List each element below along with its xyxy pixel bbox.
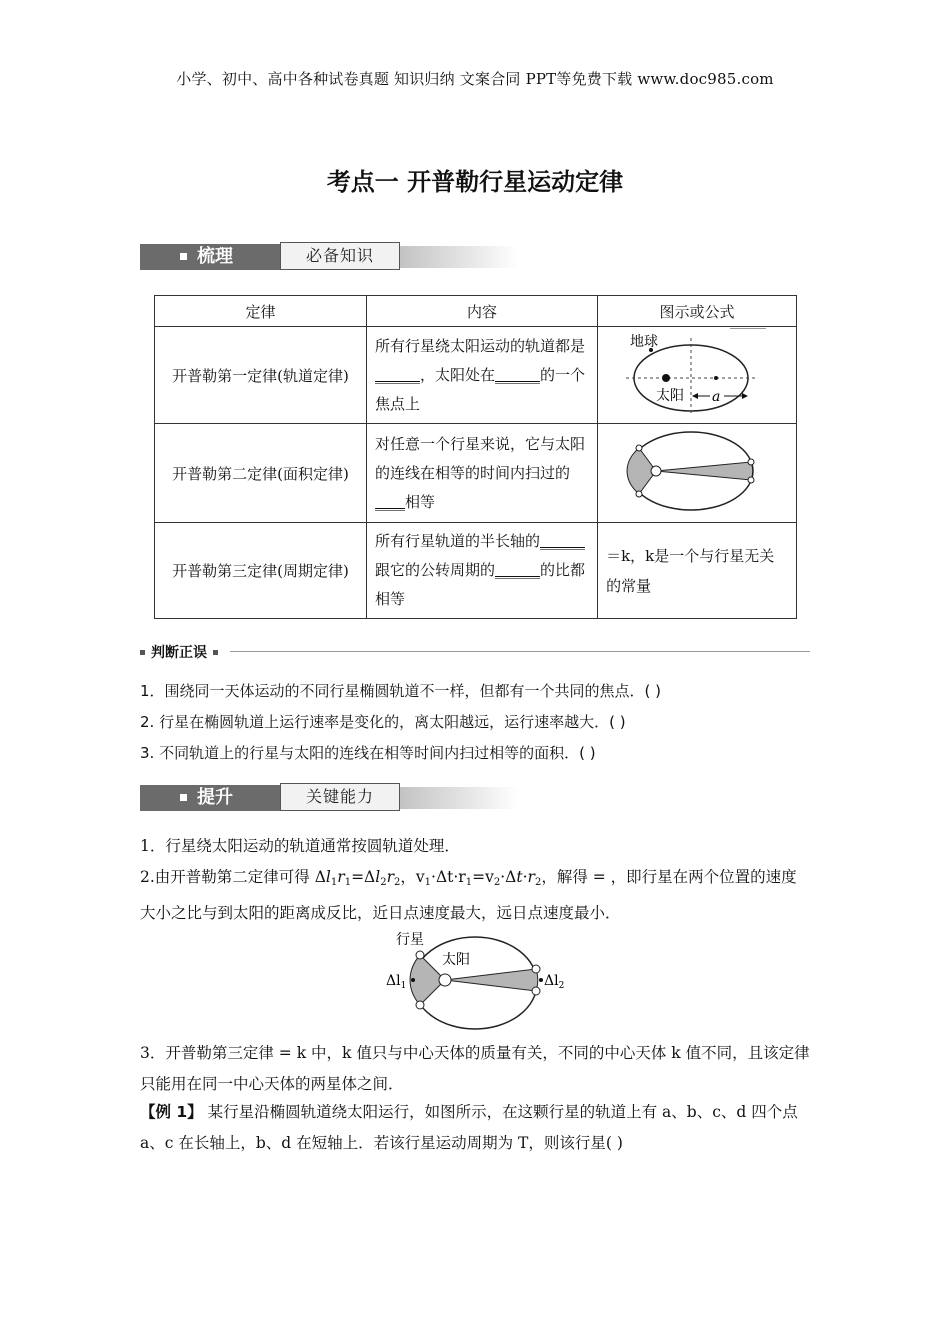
planet-label: 行星 xyxy=(396,932,424,948)
table-header: 图示或公式 xyxy=(598,296,797,327)
area-figure-cell xyxy=(598,424,797,523)
law-name: 开普勒第一定律(轨道定律) xyxy=(155,327,367,424)
section-subtitle: 必备知识 xyxy=(280,242,400,270)
section-tag: 提升 xyxy=(197,787,233,808)
law-content: 对任意一个行星来说，它与太阳的连线在相等的时间内扫过的____相等 xyxy=(366,424,597,523)
second-law-area-diagram xyxy=(606,426,776,516)
law-name: 开普勒第二定律(面积定律) xyxy=(155,424,367,523)
law-content: 所有行星绕太阳运动的轨道都是______，太阳处在______的一个焦点上 xyxy=(366,327,597,424)
judge-item: 3. 不同轨道上的行星与太阳的连线在相等时间内扫过相等的面积．( ) xyxy=(140,744,596,762)
third-law-formula: ＝k，k是一个与行星无关的常量 xyxy=(598,523,797,619)
law-content: 所有行星轨道的半长轴的______跟它的公转周期的______的比都相等 xyxy=(366,523,597,619)
page-title: 考点一 开普勒行星运动定律 xyxy=(326,168,624,196)
sun-label: 太阳 xyxy=(442,952,470,968)
point-2: 2.由开普勒第二定律可得 $\Delta l_1r_1=\Delta l_2r_2$，$v_1\cdot\Delta t\cdot r_1=v_2\cdot\Delta t\cdot r_2$，解得 = ，即行星在两个位置的速度大小之比与到太阳的距离成反比，近日点速度最大，远日点速度最小． xyxy=(140,868,797,922)
example-tag: 【例 1】 xyxy=(140,1103,203,1121)
site-header: 小学、初中、高中各种试卷真题 知识归纳 文案合同 PPT等免费下载 www.doc985.com xyxy=(176,70,774,88)
delta-l1-label: $\Delta l_1$ xyxy=(386,973,407,991)
planet-dot xyxy=(416,951,424,959)
second-law-velocity-diagram xyxy=(380,928,570,1033)
sun-dot xyxy=(662,374,670,382)
judge-header xyxy=(140,642,810,664)
earth-label: 地球 xyxy=(630,334,659,350)
sun-circle xyxy=(439,974,451,986)
example-1 xyxy=(140,1097,812,1159)
judge-item: 1．围绕同一天体运动的不同行星椭圆轨道不一样，但都有一个共同的焦点．( ) xyxy=(140,682,662,700)
first-law-orbit-diagram xyxy=(606,328,776,418)
orbit-figure-cell xyxy=(598,327,797,424)
table-header: 定律 xyxy=(155,296,367,327)
point-3: 3．开普勒第三定律 = k 中，k 值只与中心天体的质量有关，不同的中心天体 k 值不同，且该定律只能用在同一中心天体的两星体之间． xyxy=(140,1044,810,1093)
example-text: 某行星沿椭圆轨道绕太阳运行，如图所示，在这颗行星的轨道上有 a、b、c、d 四个点 a、c 在长轴上，b、d 在短轴上．若该行星运动周期为 T，则该行星( ) xyxy=(140,1103,798,1152)
sun-circle xyxy=(651,466,661,476)
judge-item: 2. 行星在椭圆轨道上运行速率是变化的，离太阳越远，运行速率越大．( ) xyxy=(140,713,626,731)
section-subtitle: 关键能力 xyxy=(280,783,400,811)
law-name: 开普勒第三定律(周期定律) xyxy=(155,523,367,619)
delta-l2-label: $\Delta l_2$ xyxy=(544,973,565,991)
section-tag: 梳理 xyxy=(197,246,233,267)
kepler-laws-table xyxy=(154,295,797,619)
point-1: 1．行星绕太阳运动的轨道通常按圆轨道处理． xyxy=(140,837,460,855)
semi-major-axis-label: a xyxy=(712,389,721,405)
judge-title: 判断正误 xyxy=(151,645,207,661)
sun-label: 太阳 xyxy=(656,388,685,404)
table-header: 内容 xyxy=(366,296,597,327)
